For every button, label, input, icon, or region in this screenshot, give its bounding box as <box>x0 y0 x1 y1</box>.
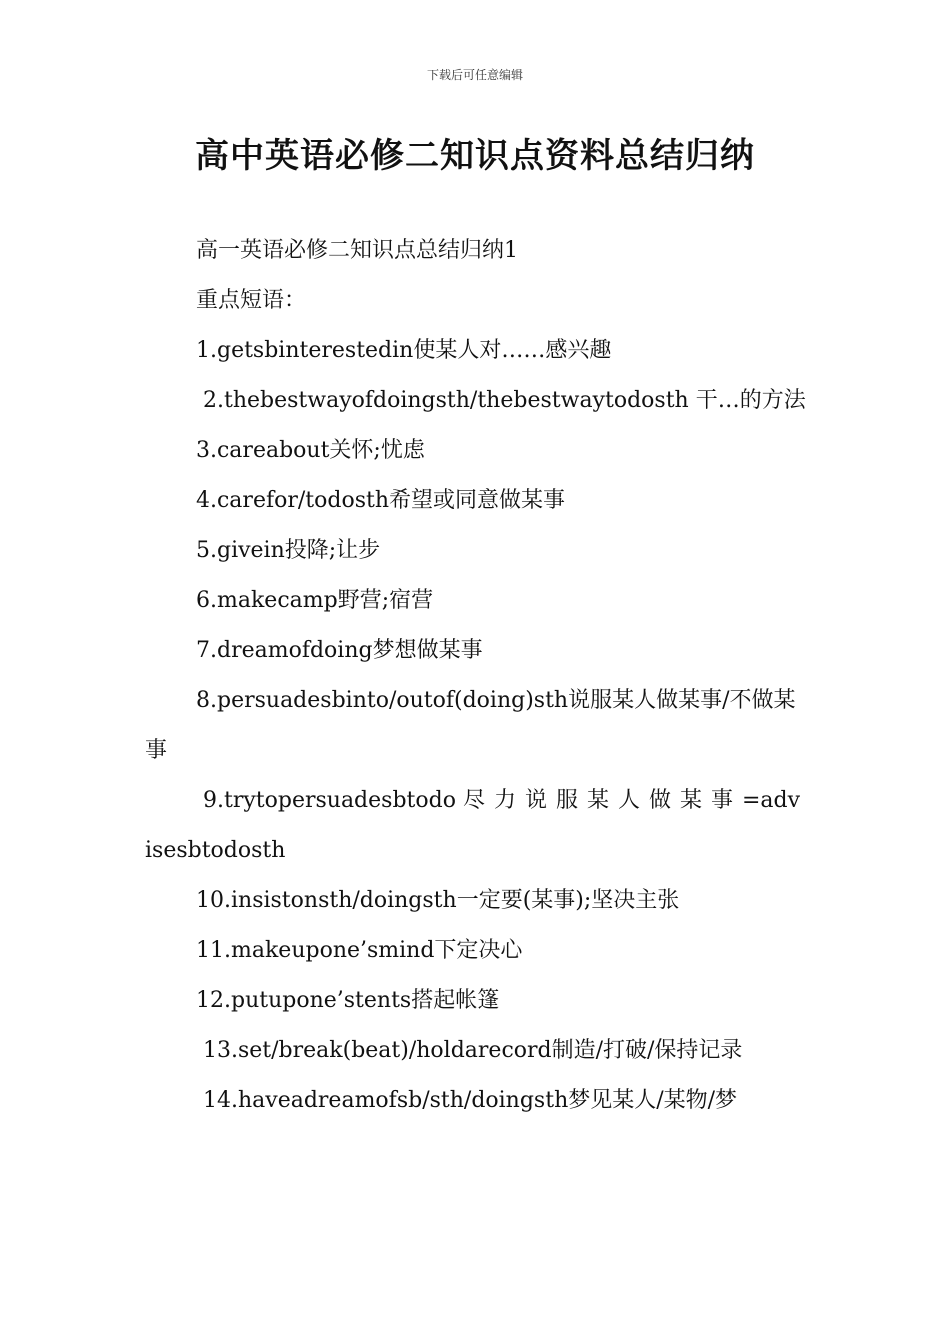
list-item <box>145 776 807 876</box>
list-item: 12.putupone’stents搭起帐篷 <box>196 988 500 1013</box>
list-item-meaning: 尽力说服某人做某事 <box>462 788 742 813</box>
list-item: 4.carefor/todosth希望或同意做某事 <box>196 488 565 513</box>
list-item: 11.makeupone’smind下定决心 <box>196 938 523 963</box>
section-heading: 高一英语必修二知识点总结归纳1 <box>196 238 518 263</box>
list-item-synonym: =advisesbtodosth <box>145 788 801 863</box>
page-title: 高中英语必修二知识点资料总结归纳 <box>195 136 755 176</box>
list-item: 10.insistonsth/doingsth一定要(某事);坚决主张 <box>196 888 680 913</box>
list-item-phrase: 2.thebestwayofdoingsth/thebestwaytodosth <box>203 388 689 413</box>
document-body <box>145 226 807 1126</box>
list-item: 7.dreamofdoing梦想做某事 <box>196 638 483 663</box>
subheading-key-phrases: 重点短语： <box>196 288 307 313</box>
header-note: 下载后可任意编辑 <box>426 68 523 82</box>
list-item-phrase: 9.trytopersuadesbtodo <box>203 788 456 813</box>
list-item <box>145 376 807 426</box>
list-item: 14.haveadreamofsb/sth/doingsth梦见某人/某物/梦 <box>203 1088 738 1113</box>
list-item: 5.givein投降;让步 <box>196 538 381 563</box>
list-item: 8.persuadesbinto/outof(doing)sth说服某人做某事/不做某事 <box>145 688 796 763</box>
list-item: 1.getsbinterestedin使某人对……感兴趣 <box>196 338 612 363</box>
list-item: 3.careabout关怀;忧虑 <box>196 438 425 463</box>
list-item: 13.set/break(beat)/holdarecord制造/打破/保持记录 <box>203 1038 743 1063</box>
list-item-meaning: 干…的方法 <box>695 388 806 413</box>
list-item: 6.makecamp野营;宿营 <box>196 588 434 613</box>
